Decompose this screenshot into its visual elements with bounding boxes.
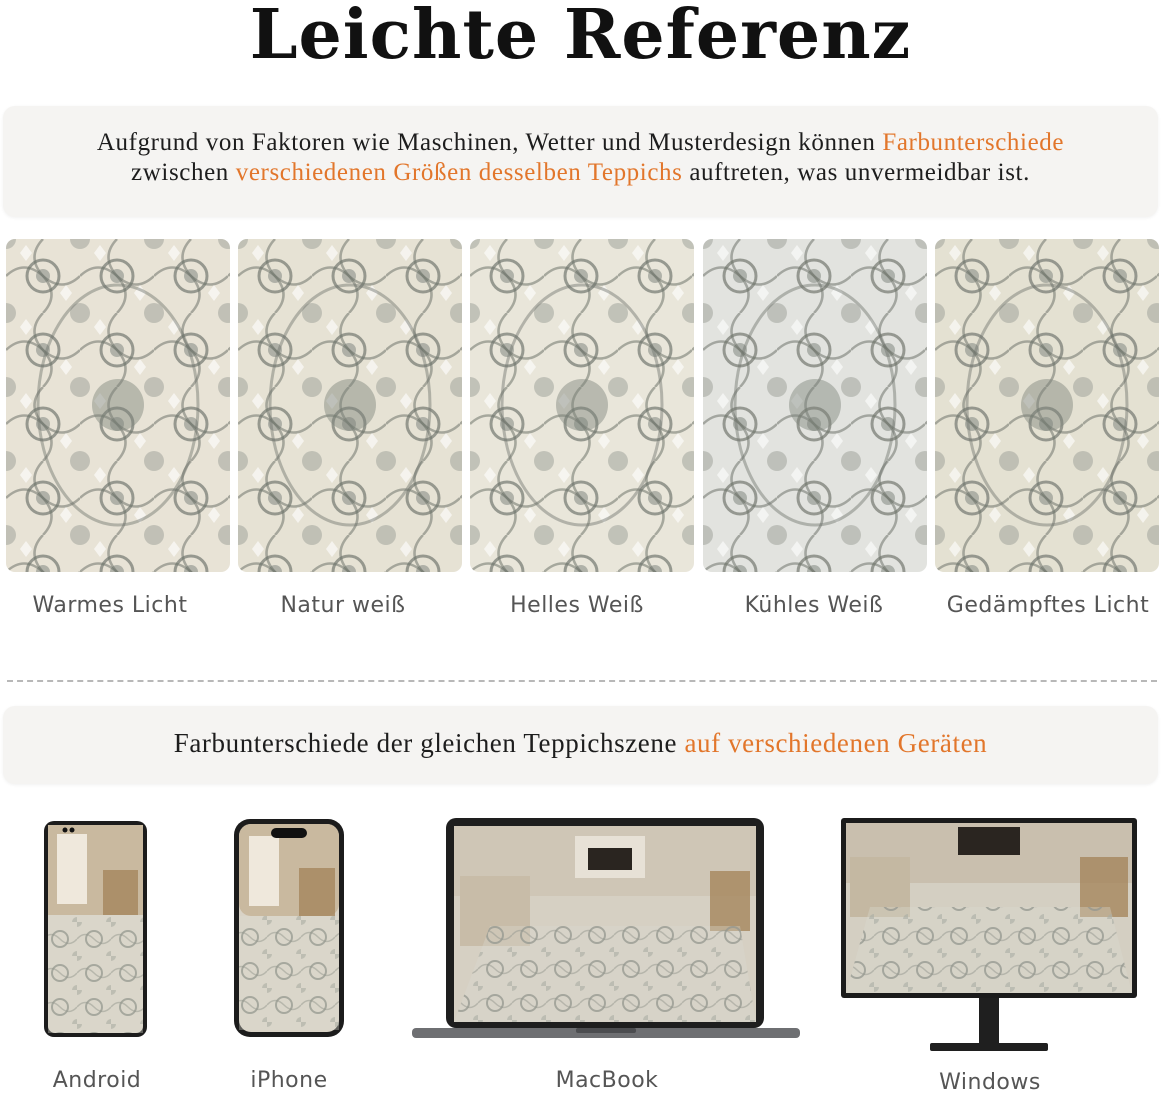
- rug-swatch-row: [6, 239, 1159, 572]
- rug-image: [6, 239, 230, 572]
- android-phone-graphic: [43, 820, 148, 1040]
- swatch-label: Natur weiß: [280, 593, 406, 618]
- laptop-icon: [410, 816, 802, 1041]
- device-label-iphone: iPhone: [250, 1068, 328, 1093]
- device-label-windows: Windows: [939, 1070, 1041, 1094]
- notice-part-3: auftreten, was unvermeidbar ist.: [682, 159, 1030, 186]
- notice-highlight-1: Farbunterschiede: [882, 129, 1065, 156]
- iphone-icon: [233, 818, 345, 1040]
- monitor-graphic: [840, 817, 1138, 1055]
- swatch-label: Helles Weiß: [510, 593, 644, 618]
- devices-heading-panel: [3, 706, 1158, 784]
- swatch-label: Warmes Licht: [32, 593, 188, 618]
- iphone-graphic: [233, 818, 345, 1040]
- notice-panel: [3, 106, 1158, 217]
- rug-swatch: [6, 239, 230, 572]
- swatch-label: Kühles Weiß: [744, 593, 884, 618]
- notice-part-2: zwischen: [131, 159, 236, 186]
- monitor-icon: [840, 817, 1138, 1055]
- devices-heading-part: Farbunterschiede der gleichen Teppichszene: [173, 728, 685, 758]
- rug-swatch: [703, 239, 927, 572]
- laptop-graphic: [410, 816, 802, 1041]
- notice-text: [21, 128, 1140, 188]
- rug-swatch: [935, 239, 1159, 572]
- rug-swatch: [238, 239, 462, 572]
- device-label-macbook: MacBook: [555, 1068, 659, 1093]
- page-title: Leichte Referenz: [249, 0, 912, 75]
- rug-image: [238, 239, 462, 572]
- android-phone-icon: [43, 820, 148, 1040]
- notice-part-1: Aufgrund von Faktoren wie Maschinen, Wetter und Musterdesign können: [96, 129, 883, 156]
- section-divider: [7, 680, 1157, 682]
- swatch-label: Gedämpftes Licht: [946, 593, 1150, 618]
- device-label-android: Android: [52, 1068, 142, 1093]
- rug-swatch: [470, 239, 694, 572]
- rug-image: [470, 239, 694, 572]
- notice-highlight-2: verschiedenen Größen desselben Teppichs: [235, 159, 683, 186]
- devices-heading-highlight: auf verschiedenen Geräten: [684, 728, 988, 758]
- rug-image: [703, 239, 927, 572]
- rug-image: [935, 239, 1159, 572]
- devices-heading: [3, 726, 1158, 760]
